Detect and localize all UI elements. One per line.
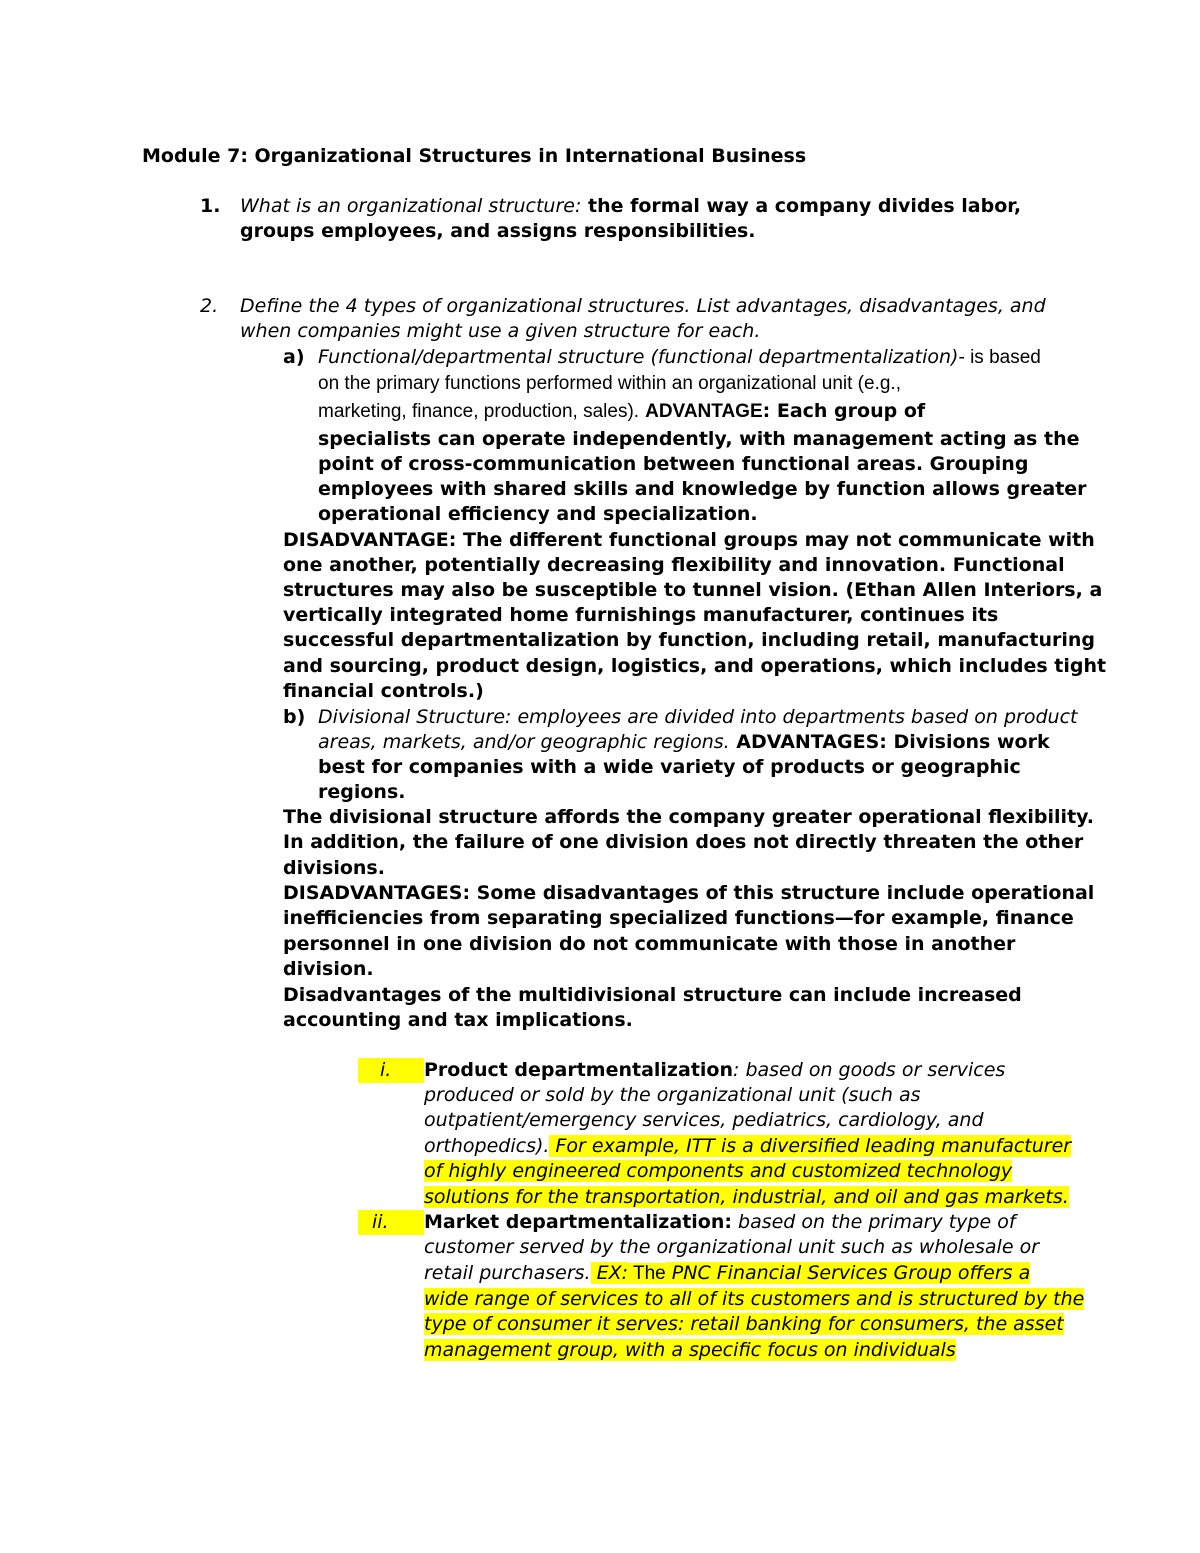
item-a-term: Functional/departmental structure (functional departmentalization) bbox=[318, 346, 959, 368]
item-i-line-5 bbox=[424, 1159, 1012, 1184]
item-a-disadvantage-2: one another, potentially decreasing flexibility and innovation. Functional bbox=[283, 554, 1065, 576]
item-i-example-mid: of highly engineered components and customized technology bbox=[424, 1160, 1013, 1182]
item-i-marker: i. bbox=[358, 1058, 424, 1083]
item-a-marker: a) bbox=[283, 346, 305, 368]
item-a-advantage-start: : Each group of bbox=[762, 400, 926, 422]
item-a-line-3 bbox=[318, 399, 925, 424]
item-b-para-9: accounting and tax implications. bbox=[283, 1009, 633, 1031]
item-a-advantage-label: ADVANTAGE bbox=[645, 401, 763, 422]
item-ii-line-3 bbox=[424, 1261, 1030, 1286]
item-i-line-1 bbox=[424, 1058, 1005, 1083]
item-ii-example-start: PNC Financial Services Group offers a bbox=[665, 1262, 1031, 1284]
item-i-example-end: solutions for the transportation, industrial, and oil and gas markets. bbox=[424, 1186, 1069, 1208]
item-b-para-7: division. bbox=[283, 958, 374, 980]
item-a-disadvantage-6: and sourcing, product design, logistics, and operations, which includes tight bbox=[283, 655, 1107, 677]
q1-line-2: groups employees, and assigns responsibilities. bbox=[240, 220, 756, 242]
item-i-line-3: outpatient/emergency services, pediatrics, cardiology, and bbox=[424, 1109, 984, 1131]
item-ii-ex-label: EX: bbox=[590, 1262, 629, 1284]
item-a-def-start: - is based bbox=[958, 347, 1041, 368]
item-ii-example-2: wide range of services to all of its customers and is structured by the bbox=[424, 1288, 1085, 1310]
item-ii-def-start: based on the primary type of bbox=[731, 1211, 1016, 1233]
item-i-def-start: : based on goods or services bbox=[733, 1059, 1006, 1081]
item-a-disadvantage-1: DISADVANTAGE: The different functional groups may not communicate with bbox=[283, 529, 1095, 551]
item-b-line-2 bbox=[318, 730, 1050, 755]
item-i-line-6 bbox=[424, 1185, 1069, 1210]
q1-lead: What is an organizational structure: bbox=[240, 195, 582, 217]
item-b-para-2: In addition, the failure of one division does not directly threaten the other bbox=[283, 831, 1084, 853]
item-a-examples: marketing, finance, production, sales). bbox=[318, 401, 640, 422]
item-ii-marker: ii. bbox=[358, 1210, 424, 1235]
item-ii-example-4: management group, with a specific focus on individuals bbox=[424, 1339, 956, 1361]
item-b-line-3: best for companies with a wide variety of products or geographic bbox=[318, 756, 1021, 778]
q1-number: 1. bbox=[200, 195, 221, 217]
item-ii-line-4 bbox=[424, 1287, 1084, 1312]
item-a-disadvantage-4: vertically integrated home furnishings manufacturer, continues its bbox=[283, 604, 999, 626]
item-b-para-1: The divisional structure affords the company greater operational flexibility. bbox=[283, 806, 1095, 828]
item-a-line-1 bbox=[318, 345, 1041, 370]
q2-line-1: Define the 4 types of organizational structures. List advantages, disadvantages, and bbox=[240, 295, 1046, 317]
item-i-line-4 bbox=[424, 1134, 1071, 1159]
q2-line-2: when companies might use a given structure for each. bbox=[240, 320, 761, 342]
q1-answer-1: the formal way a company divides labor, bbox=[581, 195, 1022, 217]
item-b-para-3: divisions. bbox=[283, 857, 385, 879]
item-ii-line-5 bbox=[424, 1312, 1064, 1337]
item-a-disadvantage-5: successful departmentalization by function, including retail, manufacturing bbox=[283, 629, 1095, 651]
item-i-example-start: For example, ITT is a diversified leading manufacturer bbox=[549, 1135, 1072, 1157]
item-i-line-2: produced or sold by the organizational unit (such as bbox=[424, 1084, 921, 1106]
q2-number: 2. bbox=[200, 295, 219, 317]
q1-line-1 bbox=[240, 194, 1021, 219]
item-ii-the: The bbox=[628, 1263, 666, 1284]
item-b-marker: b) bbox=[283, 706, 306, 728]
item-b-para-4: DISADVANTAGES: Some disadvantages of this structure include operational bbox=[283, 882, 1095, 904]
item-b-def-end: areas, markets, and/or geographic regions. bbox=[318, 731, 730, 753]
item-a-disadvantage-3: structures may also be susceptible to tunnel vision. (Ethan Allen Interiors, a bbox=[283, 579, 1103, 601]
item-b-para-5: inefficiencies from separating specialized functions—for example, finance bbox=[283, 907, 1074, 929]
item-b-para-8: Disadvantages of the multidivisional structure can include increased bbox=[283, 984, 1022, 1006]
item-ii-line-2: customer served by the organizational unit such as wholesale or bbox=[424, 1236, 1040, 1258]
item-ii-term: Market departmentalization: bbox=[424, 1211, 732, 1233]
item-a-line-7: operational efficiency and specialization. bbox=[318, 503, 758, 525]
item-ii-line-1 bbox=[424, 1210, 1016, 1235]
item-a-line-2: on the primary functions performed within an organizational unit (e.g., bbox=[318, 373, 901, 394]
item-b-advantages-start: ADVANTAGES: Divisions work bbox=[729, 731, 1050, 753]
item-a-line-5: point of cross-communication between functional areas. Grouping bbox=[318, 453, 1029, 475]
item-b-line-4: regions. bbox=[318, 781, 406, 803]
item-b-line-1: Divisional Structure: employees are divided into departments based on product bbox=[318, 706, 1078, 728]
item-i-term: Product departmentalization bbox=[424, 1059, 733, 1081]
item-ii-example-3: type of consumer it serves: retail banking for consumers, the asset bbox=[424, 1313, 1064, 1335]
item-a-line-4: specialists can operate independently, with management acting as the bbox=[318, 428, 1080, 450]
item-i-def-end: orthopedics). bbox=[424, 1135, 550, 1157]
item-a-disadvantage-7: financial controls.) bbox=[283, 680, 484, 702]
item-a-line-6: employees with shared skills and knowledge by function allows greater bbox=[318, 478, 1087, 500]
item-b-para-6: personnel in one division do not communicate with those in another bbox=[283, 933, 1016, 955]
item-ii-line-6 bbox=[424, 1338, 956, 1363]
page-title: Module 7: Organizational Structures in International Business bbox=[142, 145, 807, 167]
item-ii-def-end: retail purchasers. bbox=[424, 1262, 591, 1284]
